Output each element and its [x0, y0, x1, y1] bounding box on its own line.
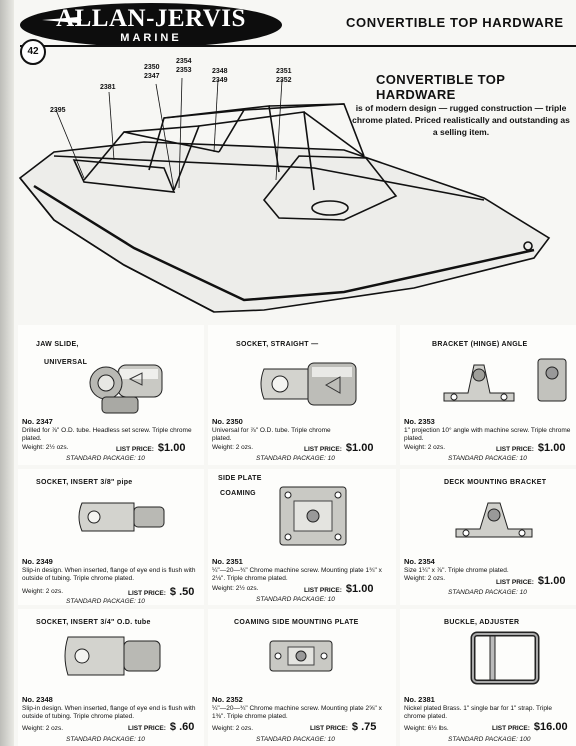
product-card-2352 [208, 609, 396, 746]
list-price-label: LIST PRICE: [128, 590, 166, 597]
list-price-label: LIST PRICE: [310, 725, 348, 732]
product-weight: Weight: 2 ozs. [22, 725, 64, 732]
product-title: SOCKET, INSERT 3/4" O.D. tube [36, 619, 151, 626]
boat-illustration [14, 60, 554, 328]
product-description: ¼"—20—¾" Chrome machine screw. Mounting plate 1¾" x 2⅛". Triple chrome plated. [212, 567, 382, 582]
product-title: COAMING SIDE MOUNTING PLATE [234, 619, 359, 626]
hero-description: is of modern design — rugged construction — triple chrome plated. Priced realistically and outstanding as a selling item. [352, 103, 570, 137]
product-price [310, 721, 376, 733]
product-weight: Weight: 2½ ozs. [212, 585, 259, 592]
callout-2351-2352: 2351 2352 [276, 68, 292, 84]
product-title: SOCKET, INSERT 3/8" pipe [36, 479, 133, 486]
standard-package: STANDARD PACKAGE: 10 [448, 589, 527, 596]
jaw-slide-image [84, 357, 168, 419]
list-price-label: LIST PRICE: [496, 579, 534, 586]
product-card-2353 [400, 325, 576, 465]
product-card-2381 [400, 609, 576, 746]
product-description: Size 1¼" x ⅞". Triple chrome plated. [404, 567, 509, 574]
product-number: No. 2381 [404, 695, 435, 704]
product-price [304, 442, 373, 454]
page-binding [0, 0, 14, 746]
product-title: BRACKET (HINGE) ANGLE [432, 341, 528, 348]
standard-package: STANDARD PACKAGE: 10 [448, 455, 527, 462]
product-title: BUCKLE, ADJUSTER [444, 619, 520, 626]
standard-package: STANDARD PACKAGE: 10 [256, 455, 335, 462]
list-price-value: $1.00 [537, 442, 566, 454]
callout-2381: 2381 [100, 84, 116, 91]
product-description: Nickel plated Brass. 1" single bar for 1" strap. Triple chrome plated. [404, 705, 553, 720]
standard-package: STANDARD PACKAGE: 10 [256, 596, 335, 603]
product-weight: Weight: 2 ozs. [22, 588, 64, 595]
list-price-value: $ .60 [169, 721, 195, 733]
standard-package: STANDARD PACKAGE: 10 [66, 598, 145, 605]
list-price-label: LIST PRICE: [492, 725, 530, 732]
list-price-label: LIST PRICE: [304, 446, 342, 453]
callout-2354-2353: 2354 2353 [176, 58, 192, 74]
list-price-value: $1.00 [345, 442, 374, 454]
product-number: No. 2350 [212, 417, 243, 426]
side-plate-coaming-image [278, 485, 348, 547]
product-price [128, 586, 194, 598]
callout-2395: 2395 [50, 107, 66, 114]
product-number: No. 2347 [22, 417, 53, 426]
logo-sub: MARINE [120, 32, 182, 44]
brand-logo [20, 3, 282, 47]
callout-2348-2349: 2348 2349 [212, 68, 228, 84]
product-card-2348 [18, 609, 204, 746]
page-number: 42 [20, 39, 46, 65]
product-description: Universal for ⅞" O.D. tube. Triple chrome plated. [212, 427, 331, 442]
product-price [304, 583, 373, 595]
product-price [496, 442, 565, 454]
product-weight: Weight: 2 ozs. [404, 575, 446, 582]
list-price-value: $16.00 [533, 721, 568, 733]
product-card-2349 [18, 469, 204, 605]
deck-mounting-bracket-image [452, 497, 536, 543]
straight-socket-image [260, 359, 360, 409]
product-description: Slip-in design. When inserted, flange of eye end is flush with outside of tubing. Triple chrome plated. [22, 705, 196, 720]
product-title: SIDE PLATE [218, 475, 262, 482]
product-weight: Weight: 2 ozs. [404, 444, 446, 451]
coaming-side-mounting-plate-image [268, 639, 334, 673]
product-subtitle: COAMING [220, 490, 256, 497]
list-price-value: $ .50 [169, 586, 195, 598]
callout-2350-2347: 2350 2347 [144, 64, 160, 80]
product-weight: Weight: 2½ ozs. [22, 444, 69, 451]
product-price [492, 721, 568, 733]
list-price-value: $1.00 [537, 575, 566, 587]
product-title: SOCKET, STRAIGHT — [236, 341, 319, 348]
product-number: No. 2354 [404, 557, 435, 566]
list-price-label: LIST PRICE: [496, 446, 534, 453]
insert-socket-tube-image [64, 633, 164, 679]
product-number: No. 2352 [212, 695, 243, 704]
standard-package: STANDARD PACKAGE: 10 [66, 455, 145, 462]
standard-package: STANDARD PACKAGE: 100 [448, 736, 531, 743]
product-number: No. 2348 [22, 695, 53, 704]
header-rule [20, 45, 576, 47]
list-price-value: $1.00 [157, 442, 186, 454]
product-card-2351 [208, 469, 396, 605]
product-number: No. 2353 [404, 417, 435, 426]
hinge-bracket-image [440, 353, 570, 409]
product-price [116, 442, 185, 454]
product-price [128, 721, 194, 733]
product-number: No. 2351 [212, 557, 243, 566]
product-card-2347 [18, 325, 204, 465]
product-title: JAW SLIDE, [36, 341, 79, 348]
list-price-label: LIST PRICE: [128, 725, 166, 732]
hero-title: CONVERTIBLE TOP HARDWARE [376, 72, 506, 102]
buckle-adjuster-image [470, 631, 540, 685]
product-weight: Weight: 2 ozs. [212, 725, 254, 732]
product-description: Drilled for ⅞" O.D. tube. Headless set screw. Triple chrome plated. [22, 427, 192, 442]
product-title: DECK MOUNTING BRACKET [444, 479, 547, 486]
product-description: 1" projection 10° angle with machine screw. Triple chrome plated. [404, 427, 571, 442]
product-weight: Weight: 2 ozs. [212, 444, 254, 451]
product-card-2350 [208, 325, 396, 465]
standard-package: STANDARD PACKAGE: 10 [256, 736, 335, 743]
product-subtitle: UNIVERSAL [44, 359, 88, 366]
product-weight: Weight: 6½ lbs. [404, 725, 449, 732]
logo-brand: ALLAN-JERVIS [56, 5, 246, 32]
standard-package: STANDARD PACKAGE: 10 [66, 736, 145, 743]
insert-socket-pipe-image [78, 499, 168, 535]
list-price-label: LIST PRICE: [304, 587, 342, 594]
list-price-label: LIST PRICE: [116, 446, 154, 453]
product-description: Slip-in design. When inserted, flange of eye end is flush with outside of tubing. Triple chrome plated. [22, 567, 196, 582]
list-price-value: $ .75 [351, 721, 377, 733]
product-grid [14, 325, 576, 746]
header-title: CONVERTIBLE TOP HARDWARE [346, 15, 564, 30]
product-price [496, 575, 565, 587]
list-price-value: $1.00 [345, 583, 374, 595]
product-card-2354 [400, 469, 576, 605]
product-number: No. 2349 [22, 557, 53, 566]
product-description: ¼"—20—¾" Chrome machine screw. Mounting plate 2⅝" x 1⅜". Triple chrome plated. [212, 705, 382, 720]
